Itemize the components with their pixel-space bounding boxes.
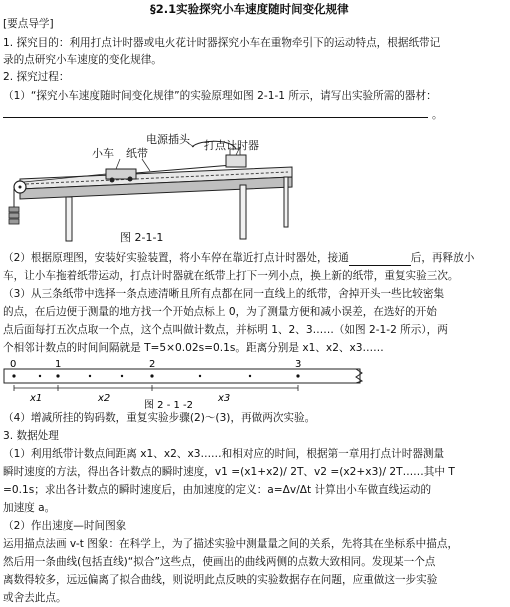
- label-plug: 电源插头: [146, 133, 190, 146]
- point-label: 2: [149, 359, 156, 370]
- fill-blank[interactable]: [349, 252, 411, 266]
- segment-label: x2: [98, 393, 111, 404]
- figure-apparatus: [0, 127, 300, 245]
- point-label: 0: [10, 359, 17, 370]
- text-line: （3）从三条纸带中选择一条点迹清晰且所有点都在同一直线上的纸带，舍掉开头一些比较密集: [3, 288, 445, 300]
- text-line: （2）根据原理图，安装好实验装置，将小车停在靠近打点计时器处，接通 后，再释放小: [3, 252, 475, 264]
- point-label: 3: [295, 359, 302, 370]
- label-car: 小车: [92, 147, 114, 160]
- label-timer: 打点计时器: [204, 139, 259, 152]
- text-line: 3. 数据处理: [3, 430, 59, 442]
- text-line: 的点，在后边便于测量的地方找一个开始点标上 0，为了测量方便和减小误差，在选好的开始: [3, 306, 437, 318]
- answer-blank-line: [3, 117, 428, 118]
- text-line: 车，让小车拖着纸带运动，打点计时器就在纸带上打下一列小点，换上新的纸带，重复实验三次。: [3, 270, 459, 282]
- text-line: （4）增减所挂的钩码数，重复实验步骤(2)～(3)，再做两次实验。: [3, 412, 316, 424]
- figure-caption: 图 2 - 1 -2: [144, 400, 194, 409]
- text-line: 点后面每打五次点取一个点，这个点叫做计数点，并标明 1、2、3……（如图 2-1-2 所示），两: [3, 324, 448, 336]
- figure-paper-tape: [0, 357, 370, 409]
- text-line: 录的点研究小车速度的变化规律。: [3, 54, 162, 66]
- text-line: 加速度 a。: [3, 502, 56, 514]
- point-label: 1: [55, 359, 62, 370]
- text-line: 2. 探究过程：: [3, 71, 70, 83]
- page-title: §2.1实验探究小车速度随时间变化规律: [150, 2, 349, 16]
- figure-caption: 图 2-1-1: [120, 231, 164, 244]
- text-line: （1）利用纸带计数点间距离 x1、x2、x3……和相对应的时间，根据第一章用打点计时器测量: [3, 448, 445, 460]
- text-line: 或舍去此点。: [3, 592, 67, 604]
- text-line: 然后用一条曲线(包括直线)“拟合”这些点，使画出的曲线两侧的点数大致相同。发现某一个点: [3, 556, 436, 568]
- section-heading: [要点导学]: [3, 18, 54, 30]
- text-line: 个相邻计数点的时间间隔就是 T=5×0.02s=0.1s。距离分别是 x1、x2、x3……: [3, 342, 384, 354]
- text-line: 离数得较多，远远偏离了拟合曲线，则说明此点反映的实验数据存在问题，应重做这一步实验: [3, 574, 438, 586]
- segment-label: x1: [30, 393, 43, 404]
- label-tape: 纸带: [126, 147, 148, 160]
- text-line: =0.1s；求出各计数点的瞬时速度后，由加速度的定义：a=Δv/Δt 计算出小车做直线运动的: [3, 484, 432, 496]
- text-line: 瞬时速度的方法，得出各计数点的瞬时速度，v1 =(x1+x2)/ 2T、v2 =(x2+x3)/ 2T……其中 T: [3, 466, 455, 478]
- text-line: （1）“探究小车速度随时间变化规律”的实验原理如图 2-1-1 所示，请写出实验所需的器材：: [3, 90, 437, 102]
- segment-label: x3: [218, 393, 231, 404]
- text-line: （2）作出速度—时间图象: [3, 520, 127, 532]
- text-line: 1. 探究目的：利用打点计时器或电火花计时器探究小车在重物牵引下的运动特点，根据纸带记: [3, 37, 441, 49]
- text-line: 运用描点法画 v-t 图象：在科学上，为了描述实验中测量量之间的关系，先将其在坐标系中描点，: [3, 538, 459, 550]
- period-mark: 。: [432, 109, 443, 121]
